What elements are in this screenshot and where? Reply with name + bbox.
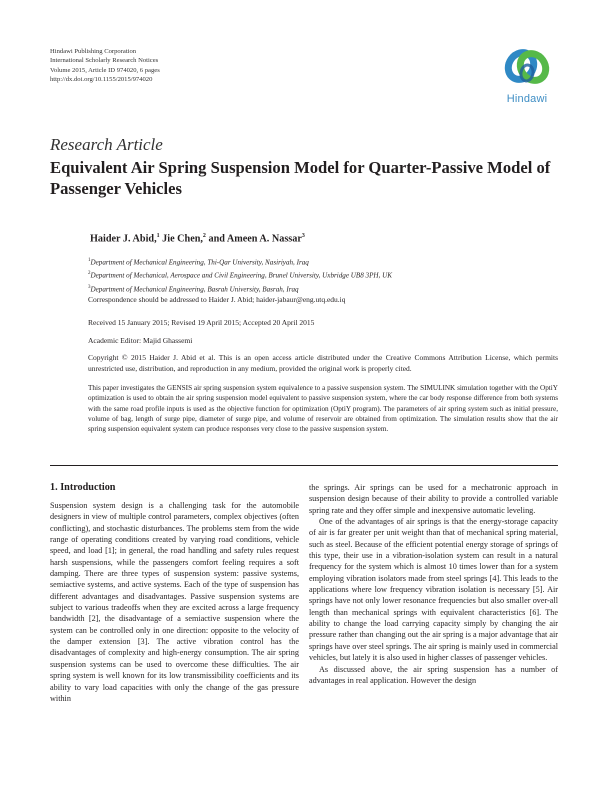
hindawi-logo-text: Hindawi — [506, 93, 548, 105]
affiliation-text: Department of Mechanical Engineering, Basrah University, Basrah, Iraq — [90, 285, 299, 294]
academic-editor: Academic Editor: Majid Ghassemi — [88, 336, 193, 345]
author-name: and Ameen A. Nassar — [208, 233, 302, 245]
paper-title: Equivalent Air Spring Suspension Model for Quarter-Passive Model of Passenger Vehicles — [50, 158, 551, 198]
body-paragraph: One of the advantages of air springs is that the energy-storage capacity of air is far greater per unit weight than that of mechanical spring material, such as steel. Because of the efficient potential energy storage of springs of this type, their use in a vibration-isolation system can result in a natural frequency for the system which is almost 10 times lower than for a system employing vibration isolators made from steel springs [4]. This leads to the applications where low frequency vibration isolation is necessary [5]. Air springs have not only lower resonance frequencies but also smaller over-all length than mechanical springs with equivalent characteristics [6]. The ability to change the load carrying capacity simply by changing the air pressure rather than changing out the air spring is a major advantage that air springs have over steel springs. The air spring is mainly used in commercial vehicles, but lately it is also used in higher classes of passenger vehicles. — [309, 517, 558, 663]
article-type: Research Article — [50, 135, 163, 154]
body-paragraph: As discussed above, the air spring suspension has a number of advantages in real application. However the design — [309, 664, 558, 685]
abstract: This paper investigates the GENSIS air spring suspension system equivalence to a passive suspension system. The SIMULINK simulation together with the OptiY optimization is used to obtain the air spring suspension model equivalent to passive suspension system, where the car body response difference from both systems with the same road profile inputs is used as the objective function for optimization (OptiY program). The parameters of air spring system such as initial pressure, volume of bag, length of surge pipe, diameter of surge pipe, and volume of reservoir are obtained from optimization. The simulation results show that the air spring suspension equivalent system can produce responses very close to the passive suspension system. — [88, 384, 558, 434]
left-column — [50, 482, 299, 704]
body-paragraph: the springs. Air springs can be used for a mechatronic approach in suspension design because of their ability to provide a controlled variable spring rate and they offer simple and inexpensive automatic leveling. — [309, 483, 558, 515]
author-name: Haider J. Abid, — [90, 233, 157, 245]
author-affil-mark: 2 — [202, 233, 206, 239]
copyright-notice: Copyright © 2015 Haider J. Abid et al. This is an open access article distributed under the Creative Commons Attribution License, which permits unrestricted use, distribution, and reproduction in any medium, provided the original work is properly cited. — [88, 353, 558, 373]
affiliation-text: Department of Mechanical Engineering, Thi-Qar University, Nasiriyah, Iraq — [90, 258, 309, 267]
volume-info: Volume 2015, Article ID 974020, 6 pages — [50, 66, 160, 74]
publisher-name: Hindawi Publishing Corporation — [50, 48, 137, 55]
affiliation-mark: 2 — [88, 271, 91, 277]
affiliation — [88, 282, 392, 295]
hindawi-logo — [497, 43, 557, 109]
section-divider — [50, 465, 558, 466]
journal-name: International Scholarly Research Notices — [50, 57, 159, 65]
journal-metadata — [50, 47, 160, 85]
article-history: Received 15 January 2015; Revised 19 April 2015; Accepted 20 April 2015 — [88, 318, 315, 327]
author-list — [90, 233, 305, 244]
affiliation-text: Department of Mechanical, Aerospace and Civil Engineering, Brunel University, Uxbridge UB8 3PH, UK — [90, 271, 392, 280]
author-affil-mark: 3 — [301, 233, 305, 239]
author-affil-mark: 1 — [156, 233, 160, 239]
hindawi-logo-icon — [497, 43, 557, 93]
affiliation — [88, 268, 392, 281]
affiliation-mark: 3 — [88, 284, 91, 290]
doi-link[interactable]: http://dx.doi.org/10.1155/2015/974020 — [50, 76, 153, 84]
affiliation-list — [88, 255, 392, 295]
correspondence: Correspondence should be addressed to Haider J. Abid; haider-jabaur@eng.utq.edu.iq — [88, 295, 346, 304]
affiliation-mark: 1 — [88, 258, 91, 263]
affiliation — [88, 255, 392, 268]
right-column — [309, 482, 558, 686]
section-heading-introduction: 1. Introduction — [50, 482, 116, 493]
body-paragraph: Suspension system design is a challenging task for the automobile designers in view of multiple control parameters, complex objectives (often conflicting), and stochastic disturbances. The problems stem from the wide range of operating conditions created by varying road conditions, vehicle speed, and load [1]; in general, the road handling and safety rules request harsh suspensions, while the passengers comfort feeling requires a soft damping. There are three types of suspension system: passive systems, semiactive systems, and active systems. Each of the type of suspension has different advantages and disadvantages. Passive suspension systems are subject to various tradeoffs when they are excited across a large frequency bandwidth [2], the disadvantage of a semiactive suspension where the system can be controlled only in one direction: opposite to the velocity of the damper extension [3]. The active vibration control has the disadvantages of complexity and high-energy consumption. The air spring suspension systems can be used to overcome these difficulties. The air spring system is well known for its low transmissibility coefficients and its ability to vary load capacities with only the change of the gas pressure within — [50, 501, 299, 703]
author-name: Jie Chen, — [162, 233, 203, 245]
